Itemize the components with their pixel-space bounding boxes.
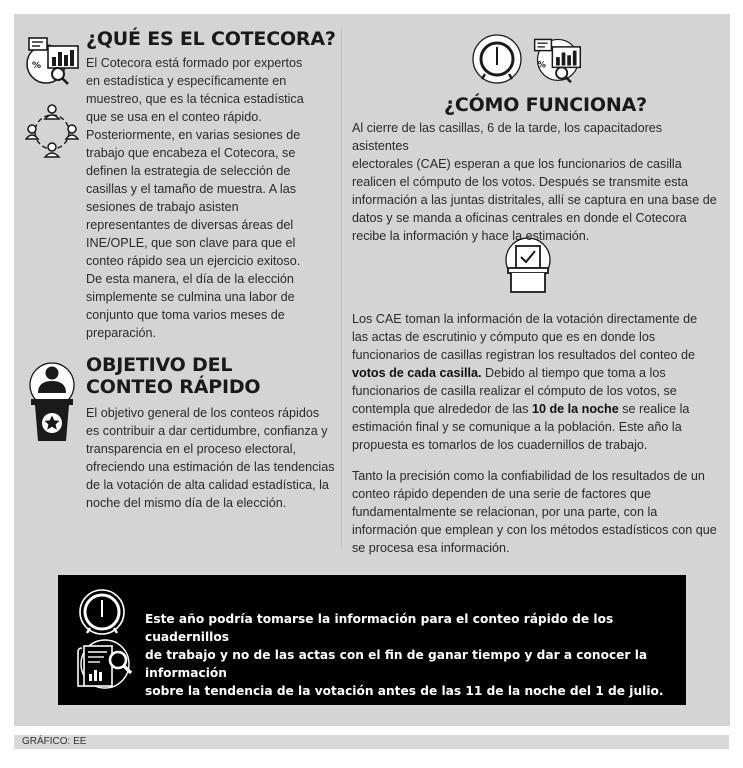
section-body-objetivo xyxy=(86,404,341,512)
text-line: transparencia en el proceso electoral, xyxy=(86,442,297,456)
como-funciona-paragraph-3 xyxy=(352,467,722,557)
text-line: ofreciendo una estimación de las tendencias xyxy=(86,460,335,474)
text-line: de la votación de alta calidad estadística, la xyxy=(86,478,329,492)
text-line: fundamentalmente se relacionan, por una parte, con la xyxy=(352,505,658,519)
text-span: Debido al tiempo que toma a los xyxy=(481,366,666,380)
text-line: en estadística y específicamente en xyxy=(86,74,287,88)
column-divider xyxy=(341,28,342,548)
text-line: conteo rápido sea un ejercicio exitoso. xyxy=(86,254,301,268)
bold-phrase: votos de cada casilla. xyxy=(352,366,482,380)
text-line: Tanto la precisión como la confiabilidad de los resultados de un xyxy=(352,469,705,483)
text-line: es contribuir a dar certidumbre, confianza y xyxy=(86,424,328,438)
title-line: CONTEO RÁPIDO xyxy=(86,376,261,398)
speaker-podium-icon xyxy=(25,361,79,445)
text-line: casillas y el tamaño de muestra. A las xyxy=(86,182,296,196)
text-line: INE/OPLE, que son clave para que el xyxy=(86,236,296,250)
text-line: se procesa esa información. xyxy=(352,541,510,555)
text-line: muestreo, que es la técnica estadística xyxy=(86,92,304,106)
text-line: Los CAE toman la información de la votación directamente de xyxy=(352,312,698,326)
text-line: El objetivo general de los conteos rápidos xyxy=(86,406,320,420)
clock-icon xyxy=(472,32,522,86)
text-line: estimación final y se comunique a la población. Este año la xyxy=(352,420,682,434)
ballot-box-icon xyxy=(502,236,554,296)
bold-phrase: 10 de la noche xyxy=(531,402,619,416)
section-title-como-funciona: ¿CÓMO FUNCIONA? xyxy=(444,94,647,116)
text-line: conteo rápido dependen de una serie de factores que xyxy=(352,487,651,501)
text-line: trabajo que encabeza el Cotecora, se xyxy=(86,146,296,160)
text-line: representantes de diversas áreas del xyxy=(86,218,294,232)
text-line: funcionarios de casilla realizar el cómputo de los votos, se xyxy=(352,384,677,398)
credit-bar xyxy=(14,735,729,749)
text-line: información a las juntas distritales, allí se captura en una base de xyxy=(352,193,717,207)
text-line: simplemente se culmina una labor de xyxy=(86,290,295,304)
text-line: que se usa en el conteo rápido. xyxy=(86,110,262,124)
text-line: recibe la información y hace la estimación. xyxy=(352,229,590,243)
clock-document-icon xyxy=(74,586,136,692)
text-span: contempla que alrededor de las xyxy=(352,402,532,416)
como-funciona-paragraph-1 xyxy=(352,119,722,245)
text-line: definen la estrategia de selección de xyxy=(86,164,291,178)
text-line: preparación. xyxy=(86,326,157,340)
text-line: funcionarios de casillas registran los resultados del conteo de xyxy=(352,348,696,362)
svg-text:%: % xyxy=(32,61,42,71)
text-line: sesiones de trabajo asisten xyxy=(86,200,239,214)
text-line: datos y se manda a oficinas centrales en donde el Cotecora xyxy=(352,211,687,225)
chart-magnifier-icon xyxy=(530,32,584,86)
people-network-icon xyxy=(25,103,79,159)
section-title-cotecora: ¿QUÉ ES EL COTECORA? xyxy=(86,28,336,50)
text-line: información que emplean y con los métodos estadísticos con que xyxy=(352,523,717,537)
title-line: OBJETIVO DEL xyxy=(86,354,233,376)
text-line: noche del mismo día de la elección. xyxy=(86,496,287,510)
text-line: realicen el cómputo de los votos. Después se transmite esta xyxy=(352,175,689,189)
text-line: El Cotecora está formado por expertos xyxy=(86,56,303,70)
text-line: Este año podría tomarse la información para el conteo rápido de los cuadernillos xyxy=(145,612,614,644)
section-body-cotecora xyxy=(86,54,336,342)
chart-magnifier-icon xyxy=(24,32,82,86)
text-line: electorales (CAE) esperan a que los funcionarios de casilla xyxy=(352,157,682,171)
text-line: Al cierre de las casillas, 6 de la tarde, los capacitadores asistentes xyxy=(352,121,663,153)
svg-text:%: % xyxy=(537,59,546,70)
text-line xyxy=(352,364,722,382)
text-line: Posteriormente, en varias sesiones de xyxy=(86,128,301,142)
text-line: de trabajo y no de las actas con el fin de ganar tiempo y dar a conocer la información xyxy=(145,648,648,680)
text-line: propuesta es tomarlos de los cuadernillos de trabajo. xyxy=(352,438,648,452)
graphic-credit: GRÁFICO: EE xyxy=(22,736,87,747)
section-title-objetivo xyxy=(86,354,260,398)
text-line: sobre la tendencia de la votación antes de las 11 de la noche del 1 de julio. xyxy=(145,684,664,698)
text-span: se realice la xyxy=(618,402,690,416)
text-line xyxy=(352,400,722,418)
text-line: conjunto que toma varios meses de xyxy=(86,308,285,322)
text-line: De esta manera, el día de la elección xyxy=(86,272,294,286)
callout-text xyxy=(145,610,685,700)
como-funciona-paragraph-2 xyxy=(352,310,722,454)
text-line: las actas de escrutinio y cómputo que es en donde los xyxy=(352,330,656,344)
